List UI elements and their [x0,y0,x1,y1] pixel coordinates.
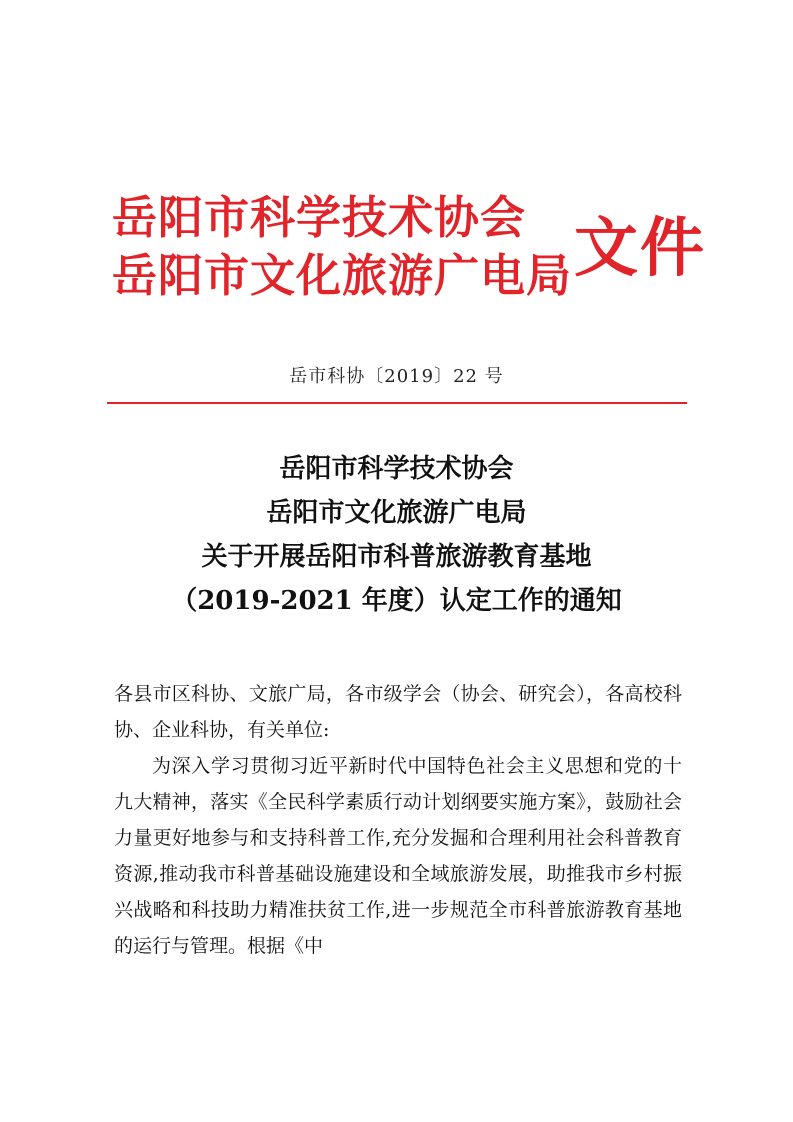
issuer-name-1: 岳阳市科学技术协会 [112,191,527,244]
addressee-paragraph: 各县市区科协、文旅广局，各市级学会（协会、研究会），各高校科协、企业科协，有关单位: [114,683,682,741]
title-line-2: 岳阳市文化旅游广电局 [266,498,527,528]
notice-title [0,447,793,623]
document-number: 岳市科协〔2019〕22 号 [289,366,504,387]
issuer-name-2: 岳阳市文化旅游广电局 [112,249,573,302]
red-divider [107,402,687,404]
document-header [112,191,706,318]
title-line-4: （2019-2021 年度）认定工作的通知 [171,586,622,616]
notice-body [114,676,682,964]
document-type-label: 文件 [574,211,706,286]
title-line-1: 岳阳市科学技术协会 [279,454,514,484]
title-line-3: 关于开展岳阳市科普旅游教育基地 [201,542,592,572]
body-paragraph-1: 为深入学习贯彻习近平新时代中国特色社会主义思想和党的十九大精神，落实《全民科学素质行动计划纲要实施方案》，鼓励社会力量更好地参与和支持科普工作,充分发掘和合理利用社会科普教育资源,推动我市科普基础设施建设和全域旅游发展，助推我市乡村振兴战略和科技助力精准扶贫工作,进一步规范全市科普旅游教育基地的运行与管理。根据《中 [114,755,682,957]
